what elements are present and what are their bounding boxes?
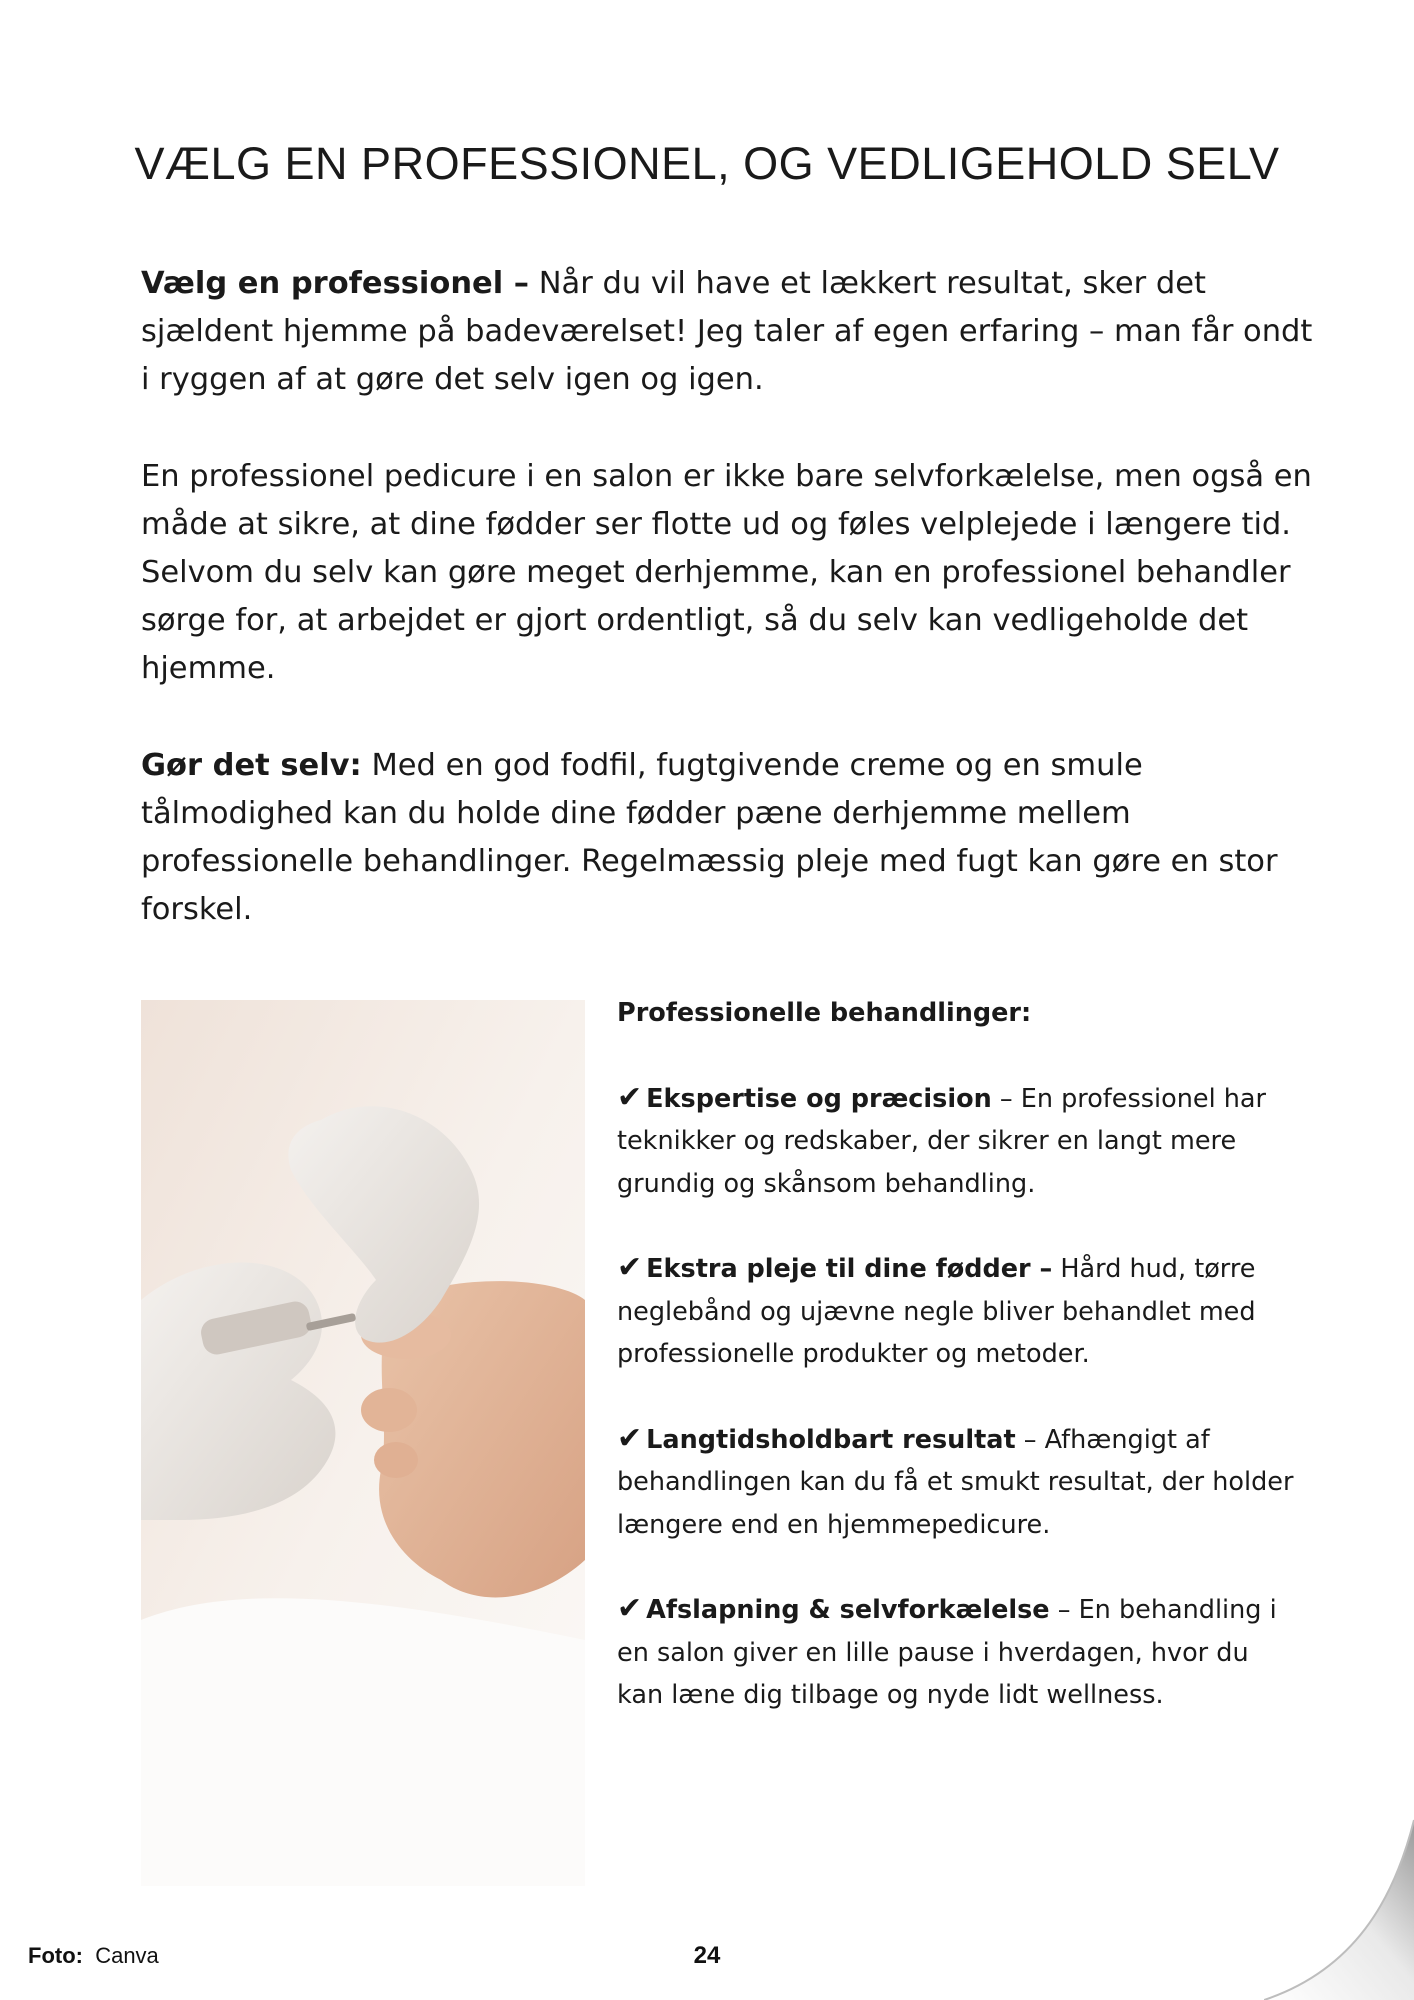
item-text: – Afhængigt af behandlingen kan du få et smukt resultat, der holder længere end en hjemmepedicure.: [617, 1424, 1294, 1540]
list-item: [617, 1247, 1297, 1376]
sidebar-heading: Professionelle behandlinger:: [617, 998, 1032, 1028]
list-item: [617, 1418, 1297, 1547]
checkmark-icon: ✔: [617, 1250, 643, 1285]
item-title: Ekspertise og præcision: [646, 1083, 992, 1114]
list-item: [617, 1588, 1297, 1717]
paragraph-text: Når du vil have et lækkert resultat, sker det sjældent hjemme på badeværelset! Jeg taler af egen erfaring – man får ondt i ryggen af at gøre det selv igen og igen.: [141, 266, 1313, 397]
checkmark-icon: ✔: [617, 1591, 643, 1626]
pedicure-illustration: [141, 1000, 585, 1886]
pedicure-photo: [141, 1000, 585, 1886]
list-item: [617, 1077, 1297, 1206]
paragraph-lead: Vælg en professionel –: [141, 266, 530, 301]
paragraph-diy: [141, 742, 1316, 934]
credit-value: Canva: [95, 1943, 159, 1968]
page-number: 24: [693, 1942, 721, 1969]
paragraph-text: En professionel pedicure i en salon er ikke bare selvforkælelse, men også en måde at sikre, at dine fødder ser flotte ud og føles velplejede i længere tid. Selvom du selv kan gøre meget derhjemme, kan en professionel behandler sørge for, at arbejdet er gjort ordentligt, så du selv kan vedligeholde det hjemme.: [141, 459, 1312, 686]
item-title: Langtidsholdbart resultat: [646, 1424, 1016, 1455]
credit-label: Foto:: [28, 1943, 83, 1968]
paragraph-salon: [141, 453, 1316, 693]
checkmark-icon: ✔: [617, 1079, 643, 1115]
paragraph-professional: [141, 260, 1316, 404]
page-curl-decoration: [1264, 1800, 1414, 2000]
item-text: Hård hud, tørre neglebånd og ujævne negle bliver behandlet med professionelle produkter og metoder.: [617, 1254, 1256, 1369]
checkmark-icon: ✔: [617, 1420, 643, 1456]
professional-treatments-box: [617, 992, 1297, 1759]
item-text: – En behandling i en salon giver en lille pause i hverdagen, hvor du kan læne dig tilbage og nyde lidt wellness.: [617, 1595, 1277, 1710]
paragraph-lead: Gør det selv:: [141, 748, 362, 783]
page-title: VÆLG EN PROFESSIONEL, OG VEDLIGEHOLD SELV: [134, 138, 1280, 189]
item-title: Ekstra pleje til dine fødder –: [646, 1254, 1053, 1284]
item-title: Afslapning & selvforkælelse: [646, 1595, 1050, 1625]
item-text: – En professionel har teknikker og redskaber, der sikrer en langt mere grundig og skånsom behandling.: [617, 1083, 1267, 1199]
paragraph-text: Med en god fodfil, fugtgivende creme og en smule tålmodighed kan du holde dine fødder pæne derhjemme mellem professionelle behandlinger. Regelmæssig pleje med fugt kan gøre en stor forskel.: [141, 748, 1278, 927]
